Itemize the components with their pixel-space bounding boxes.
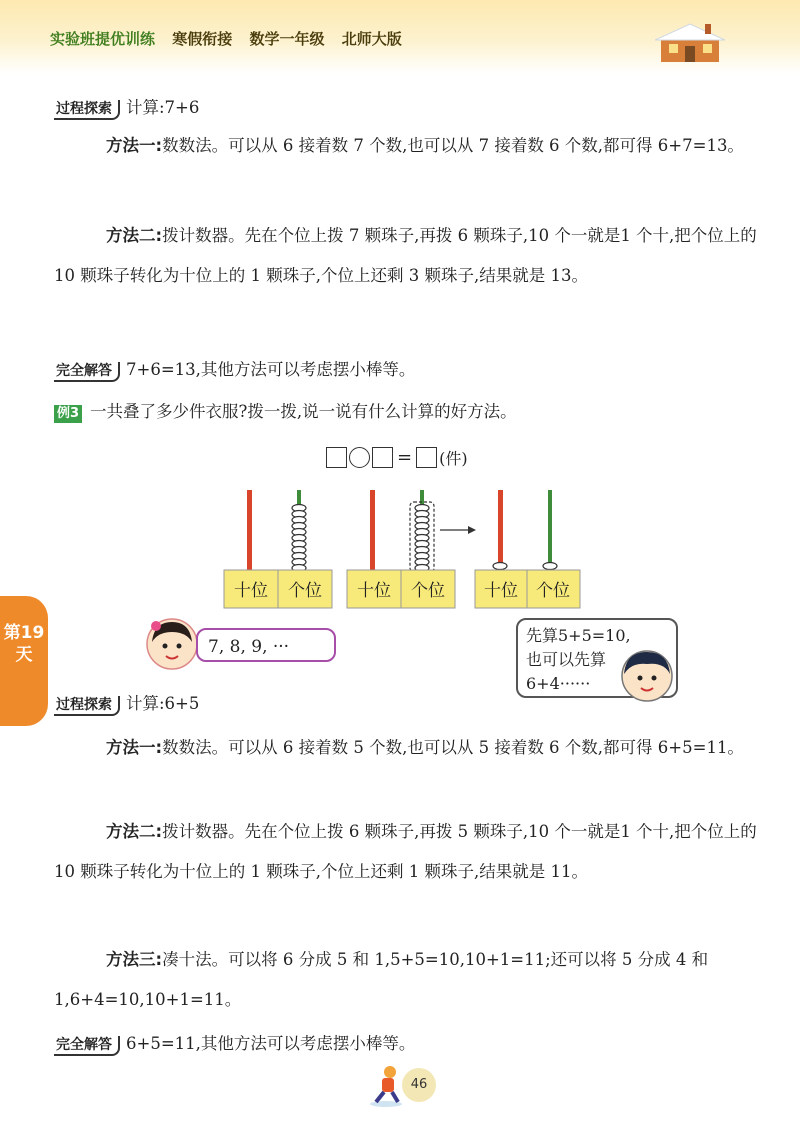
method-label: 方法一:	[106, 136, 163, 155]
method-text: 拨计数器。先在个位上拨 7 颗珠子,再拨 6 颗珠子,10 个一就是1 个十,把个位上的 10 颗珠子转化为十位上的 1 颗珠子,个位上还剩 3 颗珠子,结果就是 13。	[54, 226, 757, 285]
abacus-label: 个位	[536, 581, 570, 601]
blank-box	[372, 447, 393, 468]
runner-decoration-icon	[368, 1064, 406, 1108]
explore-text: 计算:7+6	[126, 98, 200, 117]
method-text: 数数法。可以从 6 接着数 5 个数,也可以从 5 接着数 6 个数,都可得 6+5=11。	[162, 738, 744, 757]
girl-speech-bubble: 7, 8, 9, ···	[196, 628, 336, 662]
example-question-text: 一共叠了多少件衣服?拨一拨,说一说有什么计算的好方法。	[90, 402, 517, 421]
explore-line-1	[54, 88, 770, 128]
bubble-line: 也可以先算	[526, 650, 607, 669]
bubble-line: 先算5+5=10,	[526, 626, 631, 645]
book-title	[50, 28, 402, 49]
abacus-label: 个位	[288, 581, 322, 601]
blank-box	[416, 447, 437, 468]
method-3-paragraph	[54, 940, 770, 1020]
method-1-paragraph	[54, 126, 770, 166]
method-label: 方法二:	[106, 226, 163, 245]
page-number: 46	[402, 1068, 436, 1102]
series-name: 实验班提优训练	[50, 30, 156, 48]
explore-text: 计算:6+5	[126, 694, 200, 713]
answer-tag: 完全解答	[54, 362, 120, 382]
answer-formula	[326, 446, 468, 469]
counter-abacus-illustration	[222, 490, 582, 620]
method-text: 数数法。可以从 6 接着数 7 个数,也可以从 7 接着数 6 个数,都可得 6+7=13。	[162, 136, 744, 155]
method-label: 方法一:	[106, 738, 163, 757]
method-label: 方法三:	[106, 950, 163, 969]
abacus-label: 十位	[234, 581, 268, 601]
method-2-paragraph	[54, 216, 770, 296]
method-label: 方法二:	[106, 822, 163, 841]
method-text: 凑十法。可以将 6 分成 5 和 1,5+5=10,10+1=11;还可以将 5 分成 4 和 1,6+4=10,10+1=11。	[54, 950, 709, 1009]
example-tag: 例3	[54, 405, 82, 423]
subject-name: 数学一年级	[249, 30, 325, 48]
answer-tag: 完全解答	[54, 1036, 120, 1056]
answer-line-1	[54, 350, 770, 390]
page-header	[0, 0, 800, 74]
answer-text: 7+6=13,其他方法可以考虑摆小棒等。	[126, 360, 416, 379]
girl-avatar	[146, 616, 198, 672]
formula-unit: (件)	[439, 449, 468, 468]
equals-sign: =	[397, 447, 413, 468]
explore-line-2	[54, 684, 770, 724]
method-text: 拨计数器。先在个位上拨 6 颗珠子,再拨 5 颗珠子,10 个一就是1 个十,把个位上的 10 颗珠子转化为十位上的 1 颗珠子,个位上还剩 1 颗珠子,结果就是 11。	[54, 822, 757, 881]
publisher-name: 北师大版	[341, 30, 402, 48]
blank-box	[326, 447, 347, 468]
day-side-tab: 第19天	[0, 596, 48, 726]
edition-name: 寒假衔接	[172, 30, 233, 48]
answer-line-2	[54, 1024, 770, 1064]
blank-circle	[349, 447, 370, 468]
example-question	[54, 392, 770, 432]
abacus-label: 十位	[357, 581, 391, 601]
method-1-paragraph	[54, 728, 770, 768]
abacus-label: 个位	[411, 581, 445, 601]
abacus-label: 十位	[484, 581, 518, 601]
explore-tag: 过程探索	[54, 696, 120, 716]
bubble-line: 6+4······	[526, 674, 591, 693]
snow-house-icon	[655, 22, 725, 62]
answer-text: 6+5=11,其他方法可以考虑摆小棒等。	[126, 1034, 416, 1053]
explore-tag: 过程探索	[54, 100, 120, 120]
method-2-paragraph	[54, 812, 770, 892]
